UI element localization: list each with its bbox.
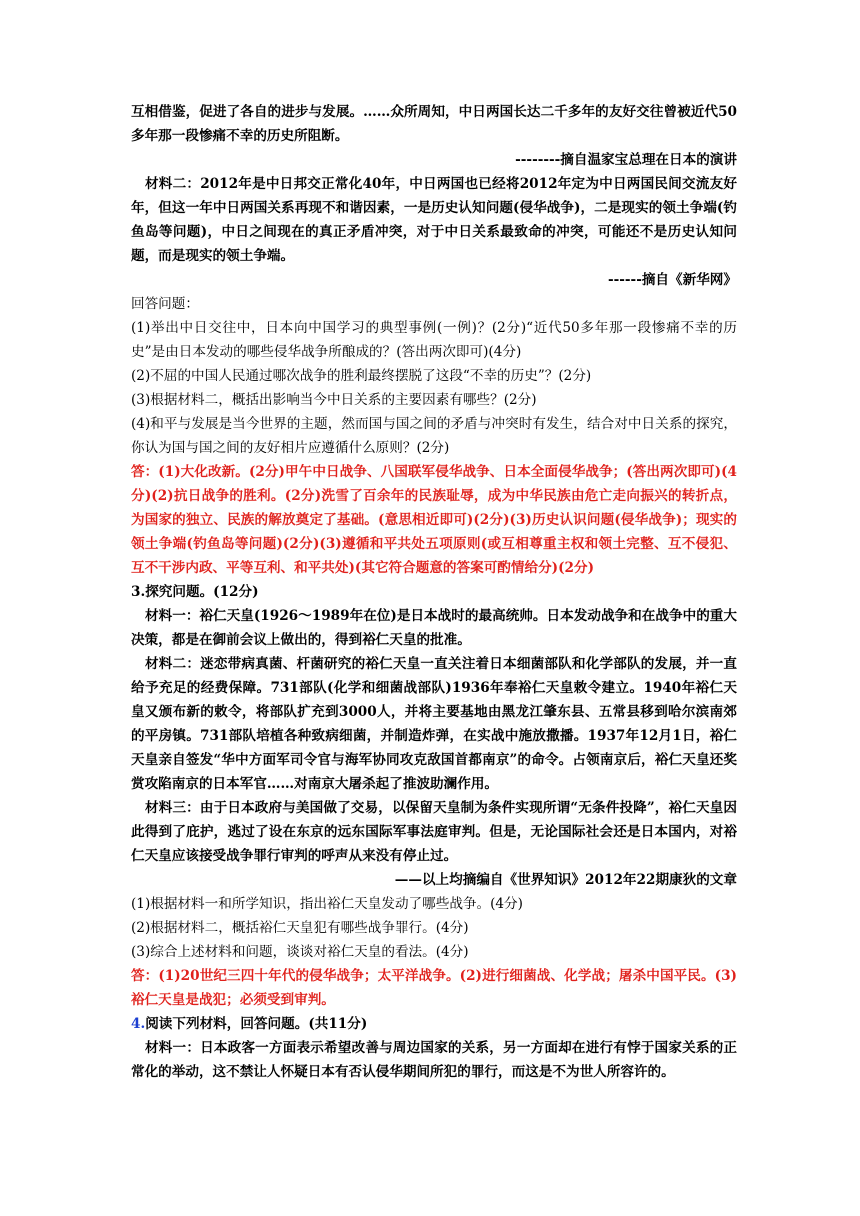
section3-question-2: (2)根据材料二，概括裕仁天皇犯有哪些战争罪行。(4分) xyxy=(131,920,469,936)
document-body xyxy=(131,100,737,1084)
section-heading-3: 3.探究问题。(12分) xyxy=(131,584,259,600)
question-3: (3)根据材料二，概括出影响当今中日关系的主要因素有哪些？(2分) xyxy=(131,392,537,408)
question-2: (2)不屈的中国人民通过哪次战争的胜利最终摆脱了这段“不幸的历史”？(2分) xyxy=(131,368,592,384)
material-two: 材料二：2012年是中日邦交正常化40年，中日两国也已经将2012年定为中日两国民间交流友好年，但这一年中日两国关系再现不和谐因素，一是历史认知问题(侵华战争)，二是现实的领土争端(钓鱼岛等问题)，中日之间现在的真正矛盾冲突，对于中日关系最致命的冲突，可能还不是历史认知问题，而是现实的领土争端。 xyxy=(131,176,737,264)
source-citation: ------摘自《新华网》 xyxy=(607,272,737,288)
source-citation: ——以上均摘编自《世界知识》2012年22期康狄的文章 xyxy=(394,872,737,888)
source-citation: --------摘自温家宝总理在日本的演讲 xyxy=(515,152,737,168)
answer-prompt: 回答问题： xyxy=(131,296,199,312)
section3-question-3: (3)综合上述材料和问题，谈谈对裕仁天皇的看法。(4分) xyxy=(131,944,469,960)
question-1: (1)举出中日交往中，日本向中国学习的典型事例(一例)？(2分)“近代50多年那一段惨痛不幸的历史”是由日本发动的哪些侵华战争所酿成的？(答出两次即可)(4分) xyxy=(131,320,737,360)
section-number: 4. xyxy=(131,1016,146,1032)
section3-material-three: 材料三：由于日本政府与美国做了交易，以保留天皇制为条件实现所谓“无条件投降”，裕仁天皇因此得到了庇护，逃过了设在东京的远东国际军事法庭审判。但是，无论国际社会还是日本国内，对裕仁天皇应该接受战争罪行审判的呼声从来没有停止过。 xyxy=(131,800,737,864)
section-heading-text: 阅读下列材料，回答问题。(共11分) xyxy=(145,1016,368,1032)
section3-material-one: 材料一：裕仁天皇(1926～1989年在位)是日本战时的最高统帅。日本发动战争和在战争中的重大决策，都是在御前会议上做出的，得到裕仁天皇的批准。 xyxy=(131,608,737,648)
section3-material-two: 材料二：迷恋带病真菌、杆菌研究的裕仁天皇一直关注着日本细菌部队和化学部队的发展，并一直给予充足的经费保障。731部队(化学和细菌战部队)1936年奉裕仁天皇敕令建立。1940年裕仁天皇又颁布新的敕令，将部队扩充到3000人，并将主要基地由黑龙江肇东县、五常县移到哈尔滨南郊的平房镇。731部队培植各种致病细菌，并制造炸弹，在实战中施放撒播。1937年12月1日，裕仁天皇亲自签发“华中方面军司令官与海军协同攻克敌国首都南京”的命令。占领南京后，裕仁天皇还奖赏攻陷南京的日本军官……对南京大屠杀起了推波助澜作用。 xyxy=(131,656,737,792)
section4-material-one: 材料一：日本政客一方面表示希望改善与周边国家的关系，另一方面却在进行有悖于国家关系的正常化的举动，这不禁让人怀疑日本有否认侵华期间所犯的罪行，而这是不为世人所容许的。 xyxy=(131,1040,737,1080)
answer-block: 答：(1)大化改新。(2分)甲午中日战争、八国联军侵华战争、日本全面侵华战争；(答出两次即可)(4分)(2)抗日战争的胜利。(2分)洗雪了百余年的民族耻辱，成为中华民族由危亡走向振兴的转折点，为国家的独立、民族的解放奠定了基础。(意思相近即可)(2分)(3)历史认识问题(侵华战争)；现实的领土争端(钓鱼岛等问题)(2分)(3)遵循和平共处五项原则(或互相尊重主权和领土完整、互不侵犯、互不干涉内政、平等互利、和平共处)(其它符合题意的答案可酌情给分)(2分) xyxy=(131,464,737,576)
material-one-continued: 互相借鉴，促进了各自的进步与发展。……众所周知，中日两国长达二千多年的友好交往曾被近代50多年那一段惨痛不幸的历史所阻断。 xyxy=(131,104,737,144)
section-heading-4 xyxy=(131,1012,737,1036)
section3-answer: 答：(1)20世纪三四十年代的侵华战争；太平洋战争。(2)进行细菌战、化学战；屠杀中国平民。(3)裕仁天皇是战犯；必须受到审判。 xyxy=(131,968,737,1008)
section3-question-1: (1)根据材料一和所学知识，指出裕仁天皇发动了哪些战争。(4分) xyxy=(131,896,523,912)
question-4: (4)和平与发展是当今世界的主题，然而国与国之间的矛盾与冲突时有发生，结合对中日关系的探究，你认为国与国之间的友好相片应遵循什么原则？(2分) xyxy=(131,416,737,456)
